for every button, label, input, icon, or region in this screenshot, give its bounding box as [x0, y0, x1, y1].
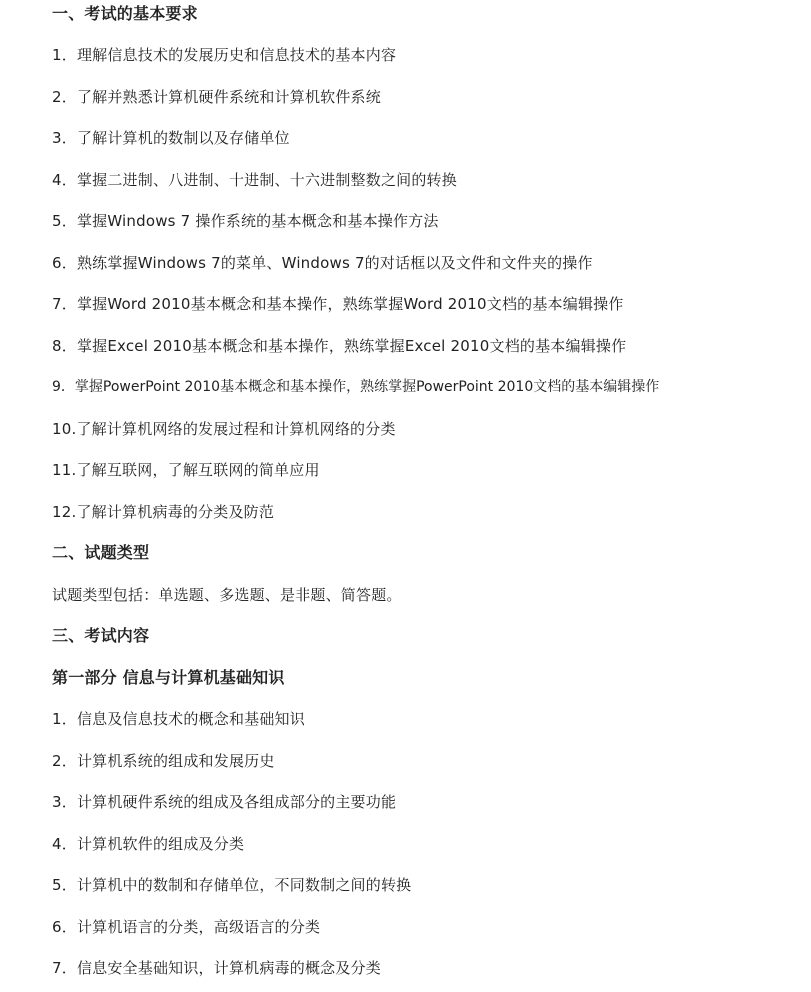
- list-item: 6．熟练掌握Windows 7的菜单、Windows 7的对话框以及文件和文件夹的操作: [52, 254, 593, 272]
- list-item: 6．计算机语言的分类，高级语言的分类: [52, 918, 321, 936]
- list-item: 12.了解计算机病毒的分类及防范: [52, 503, 275, 521]
- list-item: 2．了解并熟悉计算机硬件系统和计算机软件系统: [52, 88, 381, 106]
- section-heading-requirements: 一、考试的基本要求: [52, 4, 198, 23]
- section-heading-exam-content: 三、考试内容: [52, 626, 150, 645]
- list-item: 11.了解互联网，了解互联网的简单应用: [52, 461, 320, 479]
- list-item: 7．掌握Word 2010基本概念和基本操作，熟练掌握Word 2010文档的基本编辑操作: [52, 295, 624, 313]
- list-item: 1．理解信息技术的发展历史和信息技术的基本内容: [52, 46, 397, 64]
- list-item: 1．信息及信息技术的概念和基础知识: [52, 710, 305, 728]
- list-item: 8．掌握Excel 2010基本概念和基本操作，熟练掌握Excel 2010文档的基本编辑操作: [52, 337, 627, 355]
- list-item: 2．计算机系统的组成和发展历史: [52, 752, 275, 770]
- list-item: 4．掌握二进制、八进制、十进制、十六进制整数之间的转换: [52, 171, 457, 189]
- section-heading-question-types: 二、试题类型: [52, 543, 150, 562]
- list-item: 5．掌握Windows 7 操作系统的基本概念和基本操作方法: [52, 212, 439, 230]
- list-item: 4．计算机软件的组成及分类: [52, 835, 245, 853]
- list-item: 9．掌握PowerPoint 2010基本概念和基本操作，熟练掌握PowerPoint 2010文档的基本编辑操作: [52, 379, 660, 395]
- subsection-heading-part1: 第一部分 信息与计算机基础知识: [52, 668, 285, 687]
- list-item: 3．计算机硬件系统的组成及各组成部分的主要功能: [52, 793, 397, 811]
- list-item: 10.了解计算机网络的发展过程和计算机网络的分类: [52, 420, 396, 438]
- list-item: 5．计算机中的数制和存储单位，不同数制之间的转换: [52, 876, 412, 894]
- list-item: 3．了解计算机的数制以及存储单位: [52, 129, 290, 147]
- paragraph-question-types: 试题类型包括：单选题、多选题、是非题、简答题。: [52, 586, 402, 604]
- list-item: 7．信息安全基础知识，计算机病毒的概念及分类: [52, 959, 381, 977]
